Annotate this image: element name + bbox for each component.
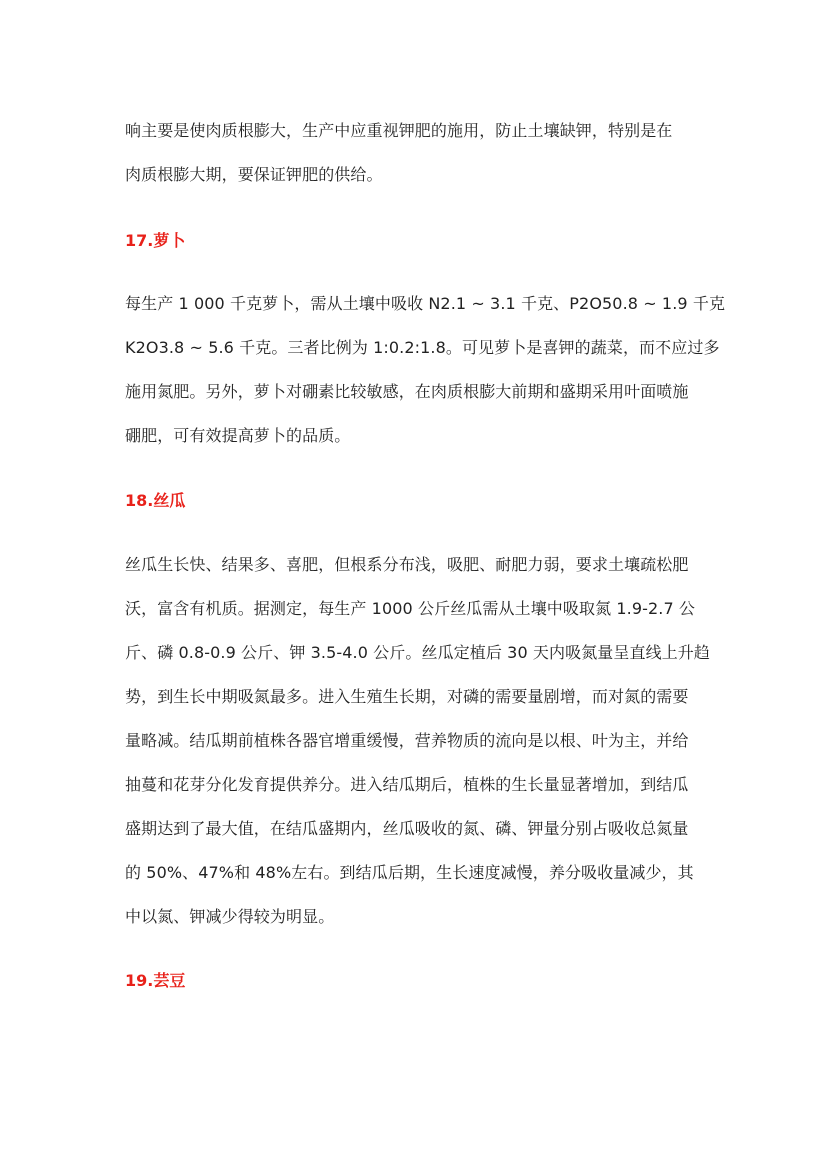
section-18-line-8: 的 50%、47%和 48%左右。到结瓜后期，生长速度减慢，养分吸收量减少，其 xyxy=(125,863,694,882)
section-heading-18: 18.丝瓜 xyxy=(125,491,186,510)
section-18-line-6: 抽蔓和花芽分化发育提供养分。进入结瓜期后，植株的生长量显著增加，到结瓜 xyxy=(125,775,689,794)
section-17-line-1: 每生产 1 000 千克萝卜，需从土壤中吸收 N2.1 ~ 3.1 千克、P2O50.8 ~ 1.9 千克 xyxy=(125,294,726,313)
section-18-line-3: 斤、磷 0.8-0.9 公斤、钾 3.5-4.0 公斤。丝瓜定植后 30 天内吸氮量呈直线上升趋 xyxy=(125,643,711,662)
section-18-line-1: 丝瓜生长快、结果多、喜肥，但根系分布浅，吸肥、耐肥力弱，要求土壤疏松肥 xyxy=(125,555,689,574)
section-17-line-2: K2O3.8 ~ 5.6 千克。三者比例为 1:0.2:1.8。可见萝卜是喜钾的蔬菜，而不应过多 xyxy=(125,338,720,357)
section-18-line-9: 中以氮、钾减少得较为明显。 xyxy=(125,907,335,926)
section-18-line-7: 盛期达到了最大值，在结瓜盛期内，丝瓜吸收的氮、磷、钾量分别占吸收总氮量 xyxy=(125,819,689,838)
section-18-line-2: 沃，富含有机质。据测定，每生产 1000 公斤丝瓜需从土壤中吸取氮 1.9-2.7 公 xyxy=(125,599,696,618)
section-heading-17: 17.萝卜 xyxy=(125,231,186,250)
section-heading-19: 19.芸豆 xyxy=(125,971,186,990)
intro-line-1: 响主要是使肉质根膨大，生产中应重视钾肥的施用，防止土壤缺钾，特别是在 xyxy=(125,121,673,140)
section-18-line-5: 量略减。结瓜期前植株各器官增重缓慢，营养物质的流向是以根、叶为主，并给 xyxy=(125,731,689,750)
section-17-line-4: 硼肥，可有效提高萝卜的品质。 xyxy=(125,426,351,445)
intro-line-2: 肉质根膨大期，要保证钾肥的供给。 xyxy=(125,165,383,184)
section-18-line-4: 势，到生长中期吸氮最多。进入生殖生长期，对磷的需要量剧增，而对氮的需要 xyxy=(125,687,689,706)
section-17-line-3: 施用氮肥。另外，萝卜对硼素比较敏感，在肉质根膨大前期和盛期采用叶面喷施 xyxy=(125,382,689,401)
